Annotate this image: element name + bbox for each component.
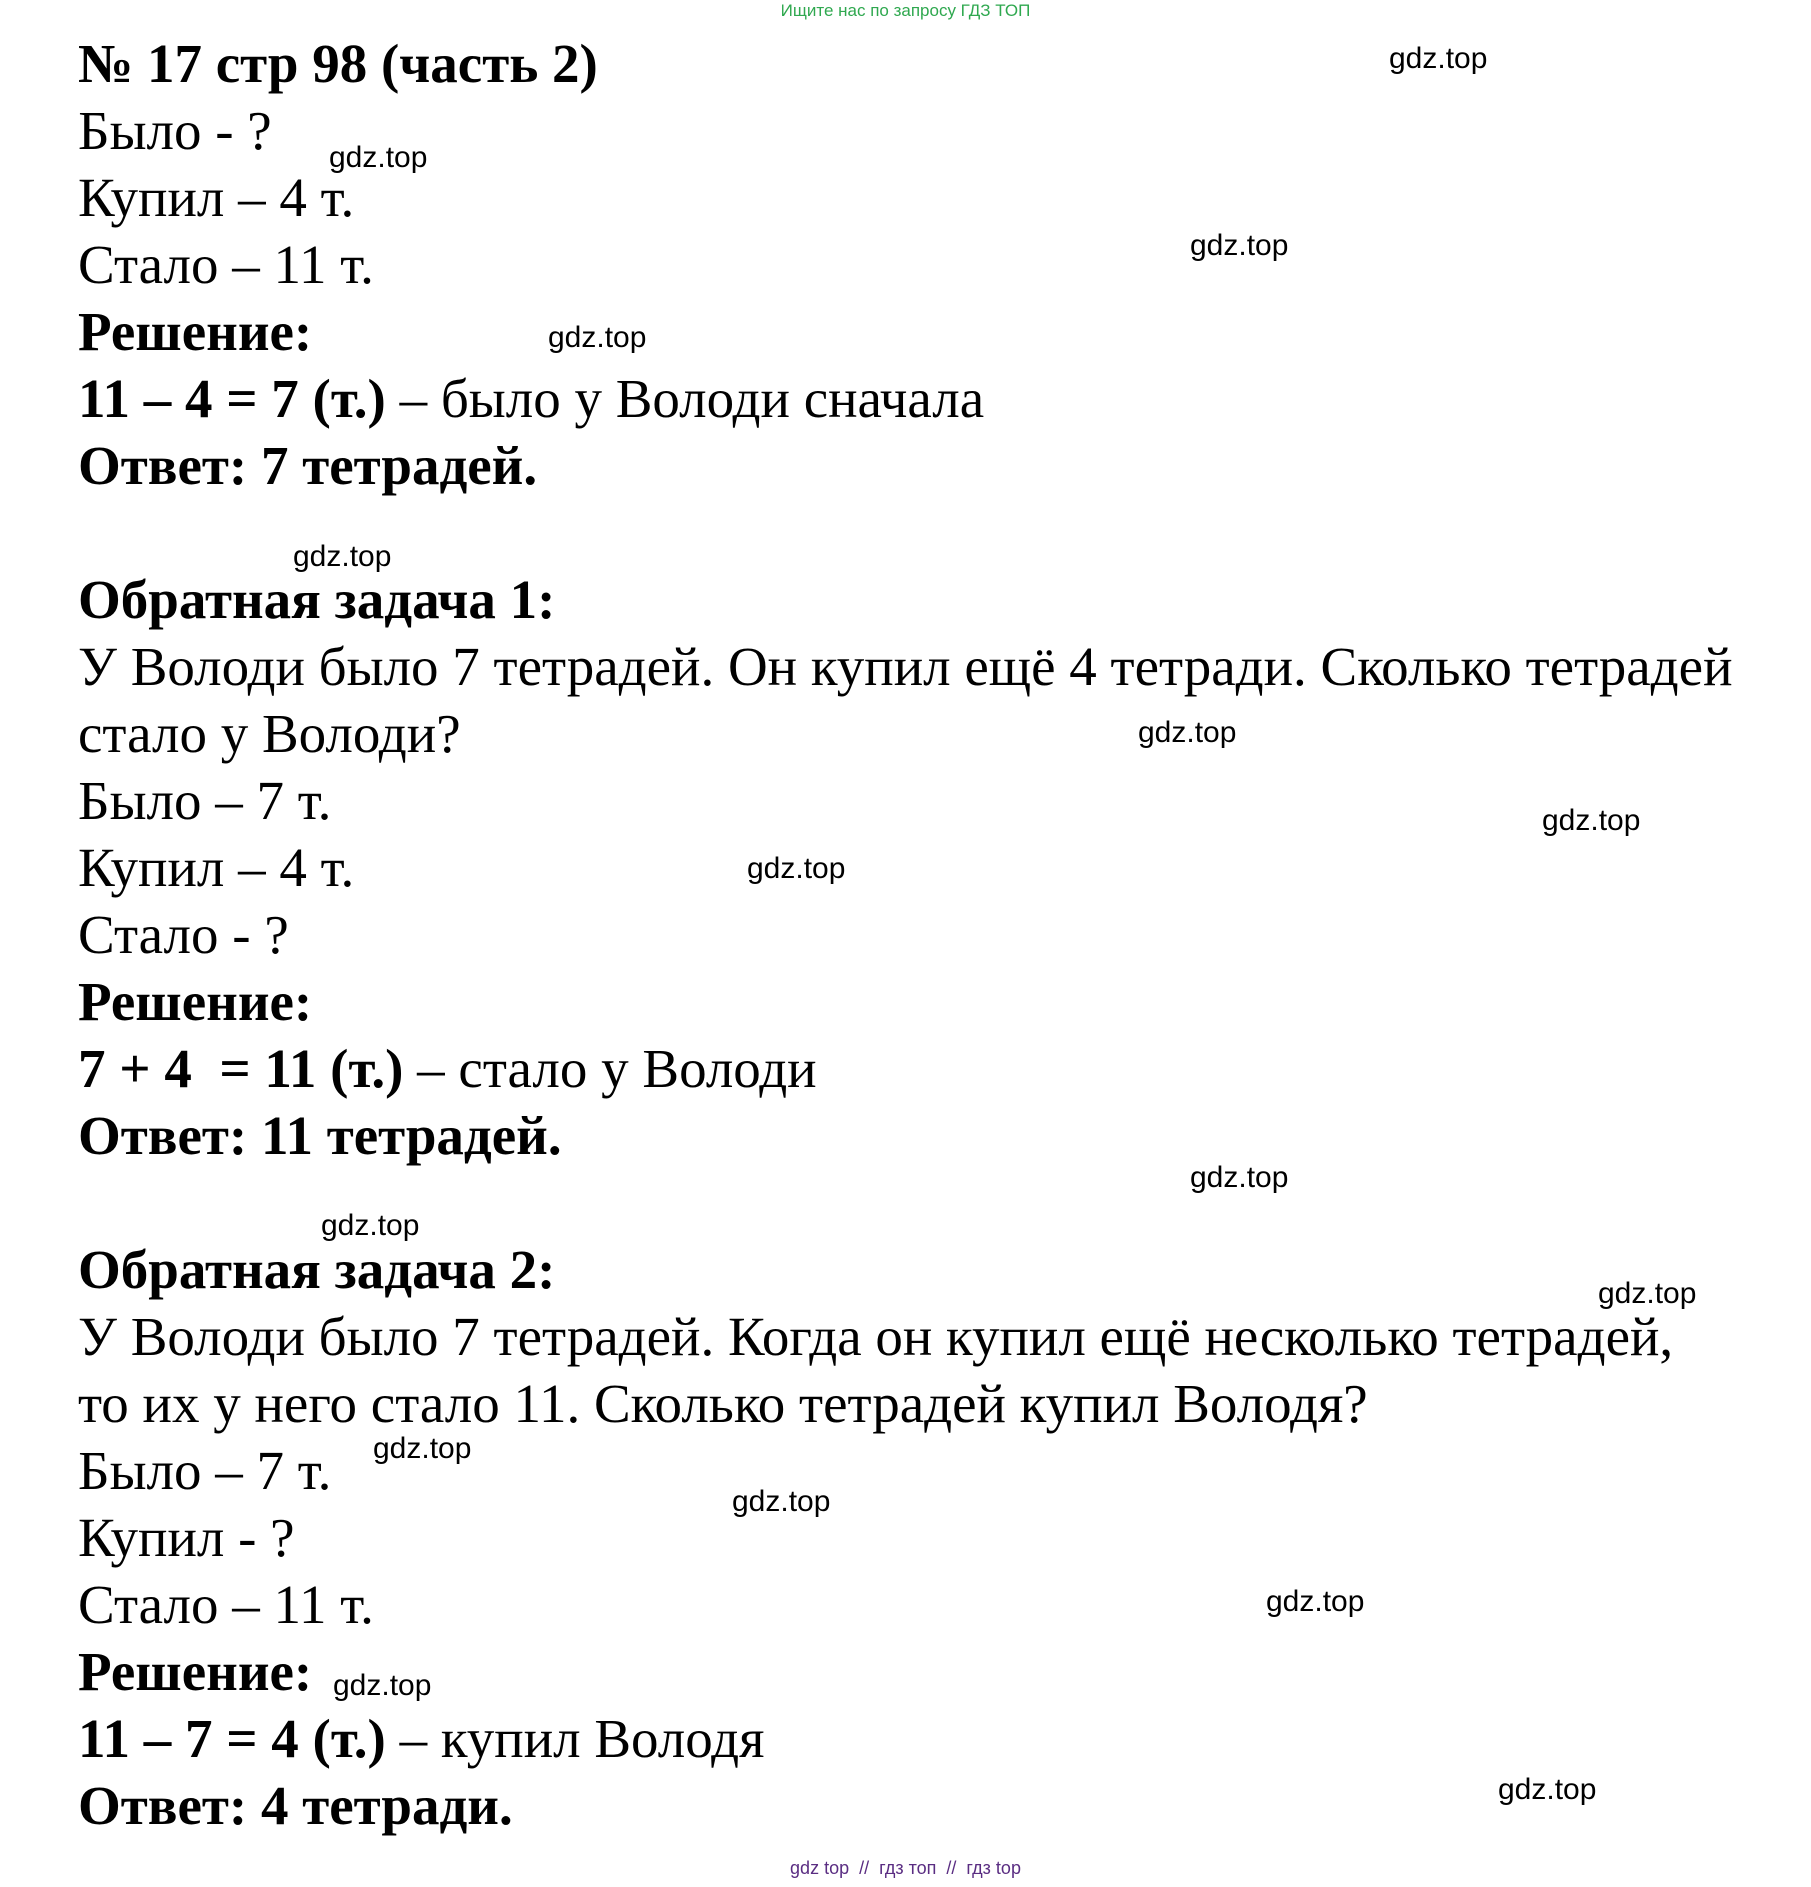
inverse1-bought: Купил – 4 т. (78, 837, 355, 898)
footer-watermark: gdz top // гдз топ // гдз top (790, 1858, 1021, 1878)
inverse2-text-line1: У Володи было 7 тетрадей. Когда он купил ещё несколько тетрадей, (78, 1306, 1674, 1367)
inverse2-solution-expr: 11 – 7 = 4 (т.) (78, 1708, 386, 1769)
watermark: gdz.top (1266, 1585, 1365, 1618)
inverse2-heading: Обратная задача 2: (78, 1239, 556, 1300)
inverse2-solution-text: – купил Володя (385, 1708, 765, 1769)
inverse2-solution (78, 1707, 764, 1771)
task-solution (78, 367, 984, 431)
task-bought: Купил – 4 т. (78, 167, 355, 228)
inverse1-text-line1: У Володи было 7 тетрадей. Он купил ещё 4 тетради. Сколько тетрадей (78, 636, 1733, 697)
watermark: gdz.top (1542, 804, 1641, 837)
inverse2-answer: Ответ: 4 тетради. (78, 1775, 513, 1836)
watermark: gdz.top (732, 1485, 831, 1518)
inverse2-was: Было – 7 т. (78, 1440, 332, 1501)
task-became: Стало – 11 т. (78, 234, 374, 295)
inverse2-solution-label: Решение: (78, 1641, 313, 1702)
inverse2-became: Стало – 11 т. (78, 1574, 374, 1635)
watermark: gdz.top (321, 1209, 420, 1242)
inverse1-text-line2: стало у Володи? (78, 703, 461, 764)
inverse1-was: Было – 7 т. (78, 770, 332, 831)
task-answer: Ответ: 7 тетрадей. (78, 435, 538, 496)
inverse1-answer: Ответ: 11 тетрадей. (78, 1105, 562, 1166)
watermark: gdz.top (333, 1669, 432, 1702)
task-solution-expr: 11 – 4 = 7 (т.) (78, 368, 386, 429)
watermark: gdz.top (1598, 1277, 1697, 1310)
inverse1-heading: Обратная задача 1: (78, 569, 556, 630)
watermark: gdz.top (548, 321, 647, 354)
inverse1-solution-text: – стало у Володи (403, 1038, 817, 1099)
inverse1-solution (78, 1037, 817, 1101)
watermark: gdz.top (747, 852, 846, 885)
watermark: gdz.top (1389, 42, 1488, 75)
search-banner: Ищите нас по запросу ГДЗ ТОП (780, 1, 1031, 20)
inverse2-bought: Купил - ? (78, 1507, 295, 1568)
task-was: Было - ? (78, 100, 272, 161)
inverse1-became: Стало - ? (78, 904, 289, 965)
watermark: gdz.top (1498, 1773, 1597, 1806)
inverse1-solution-expr: 7 + 4 = 11 (т.) (78, 1038, 404, 1099)
watermark: gdz.top (329, 141, 428, 174)
page-title: № 17 стр 98 (часть 2) (78, 33, 598, 94)
task-solution-label: Решение: (78, 301, 313, 362)
watermark: gdz.top (1190, 229, 1289, 262)
watermark: gdz.top (1138, 716, 1237, 749)
inverse1-solution-label: Решение: (78, 971, 313, 1032)
inverse2-text-line2: то их у него стало 11. Сколько тетрадей купил Володя? (78, 1373, 1368, 1434)
watermark: gdz.top (1190, 1161, 1289, 1194)
watermark: gdz.top (293, 540, 392, 573)
task-solution-text: – было у Володи сначала (385, 368, 985, 429)
watermark: gdz.top (373, 1432, 472, 1465)
